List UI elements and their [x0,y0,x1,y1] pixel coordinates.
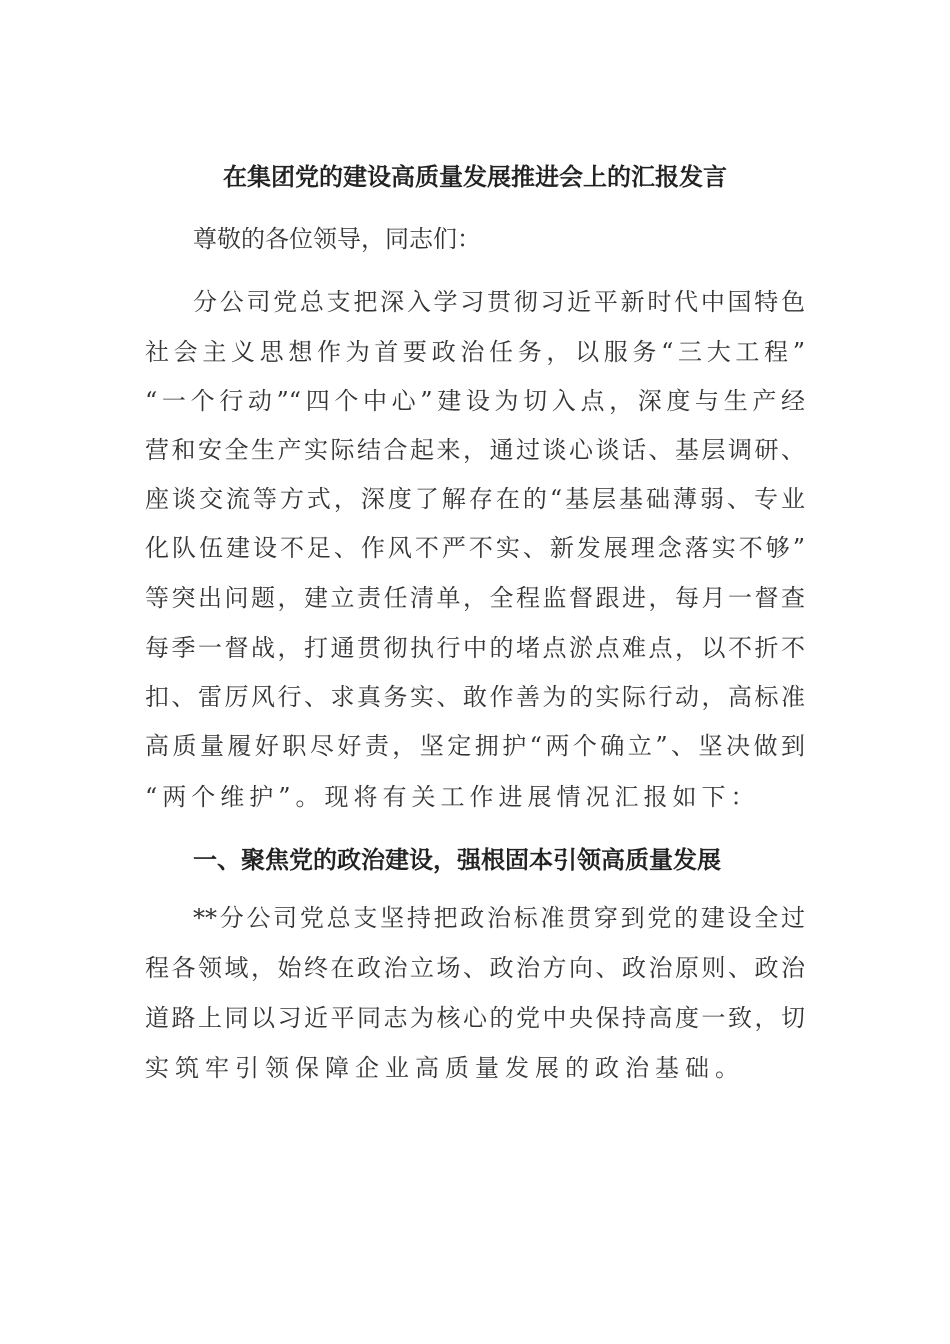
paragraph-line: 高质量履好职尽好责，坚定拥护“两个确立”、坚决做到 [145,732,805,760]
paragraph-line: 社会主义思想作为首要政治任务，以服务“三大工程” [145,338,805,366]
paragraph-line: 扣、雷厉风行、求真务实、敢作善为的实际行动，高标准 [145,683,805,711]
paragraph-line: 化队伍建设不足、作风不严不实、新发展理念落实不够” [145,534,805,562]
paragraph-line: 每季一督战，打通贯彻执行中的堵点淤点难点，以不折不 [145,634,805,662]
paragraph-line: **分公司党总支坚持把政治标准贯穿到党的建设全过 [193,904,805,932]
paragraph-line: 营和安全生产实际结合起来，通过谈心谈话、基层调研、 [145,436,805,464]
paragraph-line: 实筑牢引领保障企业高质量发展的政治基础。 [145,1054,745,1082]
paragraph-line: “两个维护”。现将有关工作进展情况汇报如下： [145,783,760,811]
paragraph-line: 程各领域，始终在政治立场、政治方向、政治原则、政治 [145,954,805,982]
paragraph-line: 座谈交流等方式，深度了解存在的“基层基础薄弱、专业 [145,485,805,513]
paragraph-line: 分公司党总支把深入学习贯彻习近平新时代中国特色 [193,288,805,316]
paragraph-line: 道路上同以习近平同志为核心的党中央保持高度一致，切 [145,1004,805,1032]
paragraph-line: “一个行动”“四个中心”建设为切入点，深度与生产经 [145,387,805,415]
document-title: 在集团党的建设高质量发展推进会上的汇报发言 [223,162,727,191]
salutation: 尊敬的各位领导，同志们： [193,225,481,253]
section-heading: 一、聚焦党的政治建设，强根固本引领高质量发展 [193,845,721,874]
paragraph-line: 等突出问题，建立责任清单，全程监督跟进，每月一督查 [145,584,805,612]
